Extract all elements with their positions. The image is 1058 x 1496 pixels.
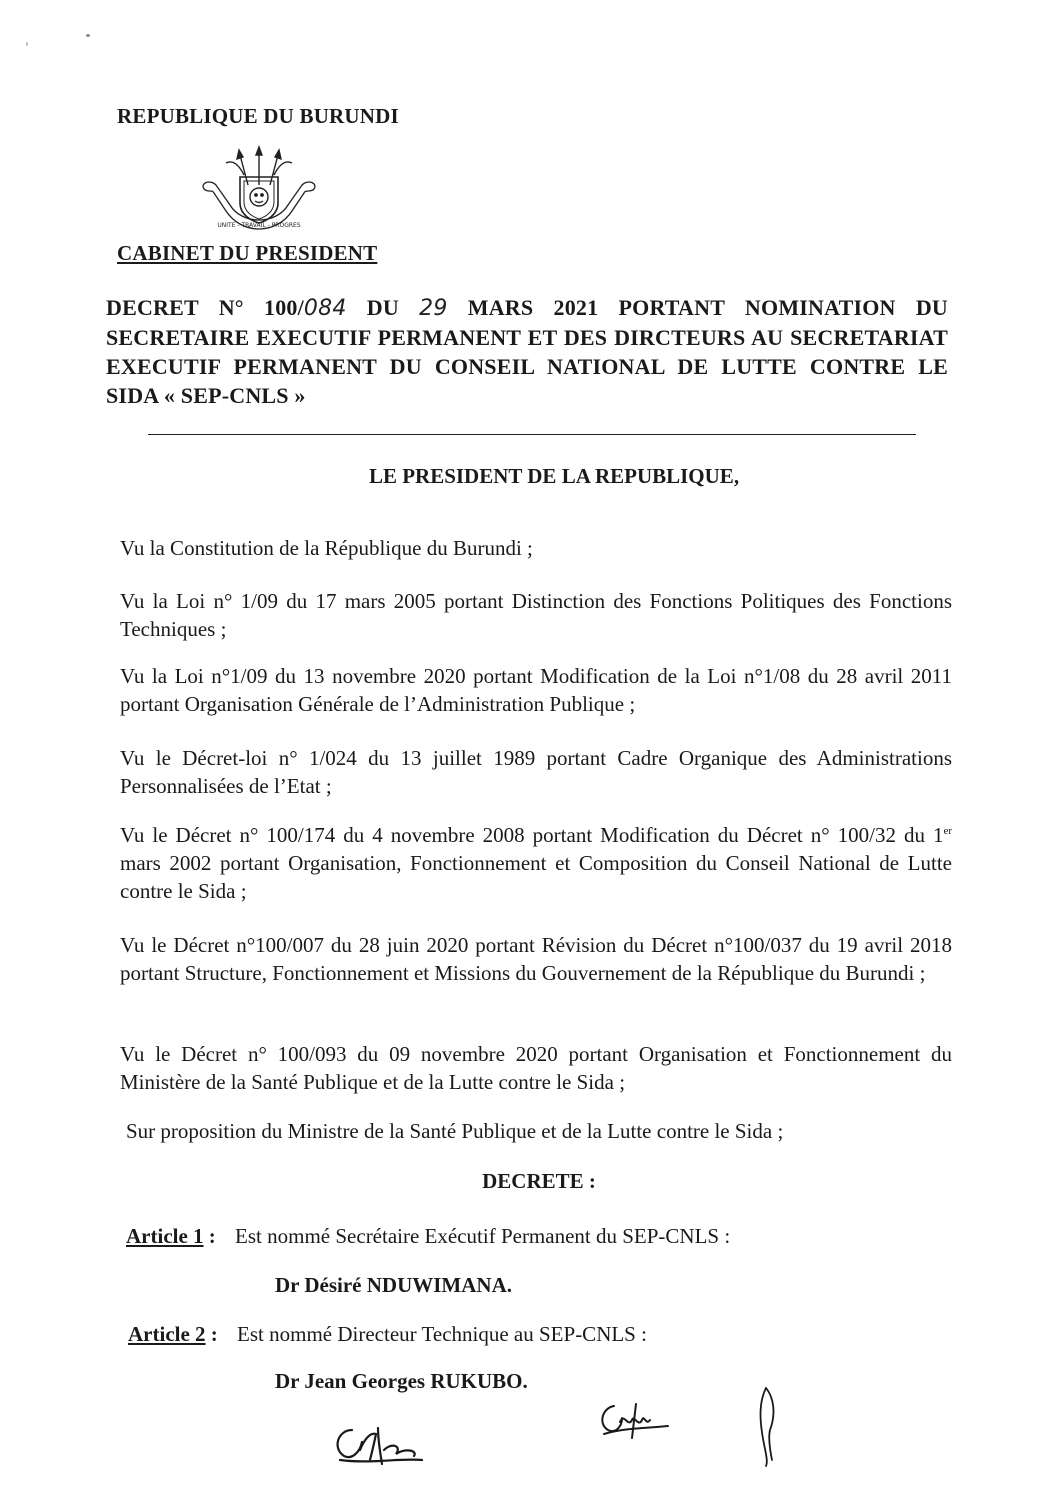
article-1-text: Est nommé Secrétaire Exécutif Permanent du SEP-CNLS : bbox=[235, 1224, 731, 1248]
title-prefix: DECRET N° 100/ bbox=[106, 295, 304, 320]
scan-speck bbox=[26, 42, 28, 46]
decret-2008-text-b: mars 2002 portant Organisation, Fonctionnement et Composition du Conseil National de Lutte contre le Sida ; bbox=[120, 851, 952, 903]
consideration-decret-loi-1989: Vu le Décret-loi n° 1/024 du 13 juillet 1989 portant Cadre Organique des Administrations Personnalisées de l’Etat ; bbox=[120, 746, 952, 798]
consideration-constitution: Vu la Constitution de la République du Burundi ; bbox=[120, 536, 533, 560]
article-2-label: Article 2 bbox=[128, 1322, 206, 1346]
consideration-decret-2020-gouvernement: Vu le Décret n°100/007 du 28 juin 2020 portant Révision du Décret n°100/037 du 19 avril 2018 portant Structure, Fonctionnement et Missions du Gouvernement de la République du Burundi ; bbox=[120, 933, 952, 985]
article-1-label: Article 1 bbox=[126, 1224, 204, 1248]
article-2-text: Est nommé Directeur Technique au SEP-CNLS : bbox=[237, 1322, 647, 1346]
consideration-decret-2008 bbox=[120, 821, 952, 905]
motto-text: UNITE - TRAVAIL - PROGRES bbox=[217, 222, 301, 229]
decree-number-handwritten: 084 bbox=[303, 296, 347, 321]
decret-2008-sup: er bbox=[943, 825, 952, 837]
article-1-appointee: Dr Désiré NDUWIMANA. bbox=[275, 1273, 512, 1297]
title-middle: DU bbox=[346, 295, 420, 320]
title-suffix: MARS 2021 PORTANT NOMINATION DU SECRETAIRE EXECUTIF PERMANENT ET DES DIRCTEURS AU SECRETARIAT EXECUTIF PERMANENT DU CONSEIL NATIONAL DE LUTTE CONTRE LE SIDA « SEP-CNLS » bbox=[106, 295, 949, 408]
cabinet-heading: CABINET DU PRESIDENT bbox=[117, 241, 378, 265]
signature-initials-3 bbox=[748, 1384, 788, 1468]
consideration-loi-2005: Vu la Loi n° 1/09 du 17 mars 2005 portant Distinction des Fonctions Politiques des Fonctions Techniques ; bbox=[120, 589, 952, 641]
consideration-loi-2020: Vu la Loi n°1/09 du 13 novembre 2020 portant Modification de la Loi n°1/08 du 28 avril 2011 portant Organisation Générale de l’Administration Publique ; bbox=[120, 664, 952, 716]
decrete-heading: DECRETE : bbox=[482, 1169, 596, 1193]
burundi-coat-of-arms-icon bbox=[196, 145, 322, 237]
republic-heading: REPUBLIQUE DU BURUNDI bbox=[117, 104, 399, 128]
decree-day-handwritten: 29 bbox=[419, 296, 448, 321]
article-2-colon: : bbox=[205, 1322, 218, 1346]
article-2 bbox=[128, 1320, 647, 1348]
consideration-proposition: Sur proposition du Ministre de la Santé Publique et de la Lutte contre le Sida ; bbox=[126, 1119, 784, 1143]
consideration-decret-2020-ministere: Vu le Décret n° 100/093 du 09 novembre 2020 portant Organisation et Fonctionnement du Ministère de la Santé Publique et de la Lutte contre le Sida ; bbox=[120, 1042, 952, 1094]
scan-speck bbox=[86, 34, 90, 37]
article-1-colon: : bbox=[203, 1224, 216, 1248]
signature-initials-1 bbox=[330, 1420, 430, 1470]
decret-2008-text-a: Vu le Décret n° 100/174 du 4 novembre 2008 portant Modification du Décret n° 100/32 du 1 bbox=[120, 823, 944, 847]
title-divider bbox=[148, 434, 916, 435]
decree-title bbox=[106, 293, 948, 410]
article-1 bbox=[126, 1222, 730, 1250]
president-heading: LE PRESIDENT DE LA REPUBLIQUE, bbox=[368, 464, 740, 488]
signature-initials-2 bbox=[596, 1398, 676, 1446]
article-2-appointee: Dr Jean Georges RUKUBO. bbox=[275, 1369, 528, 1393]
